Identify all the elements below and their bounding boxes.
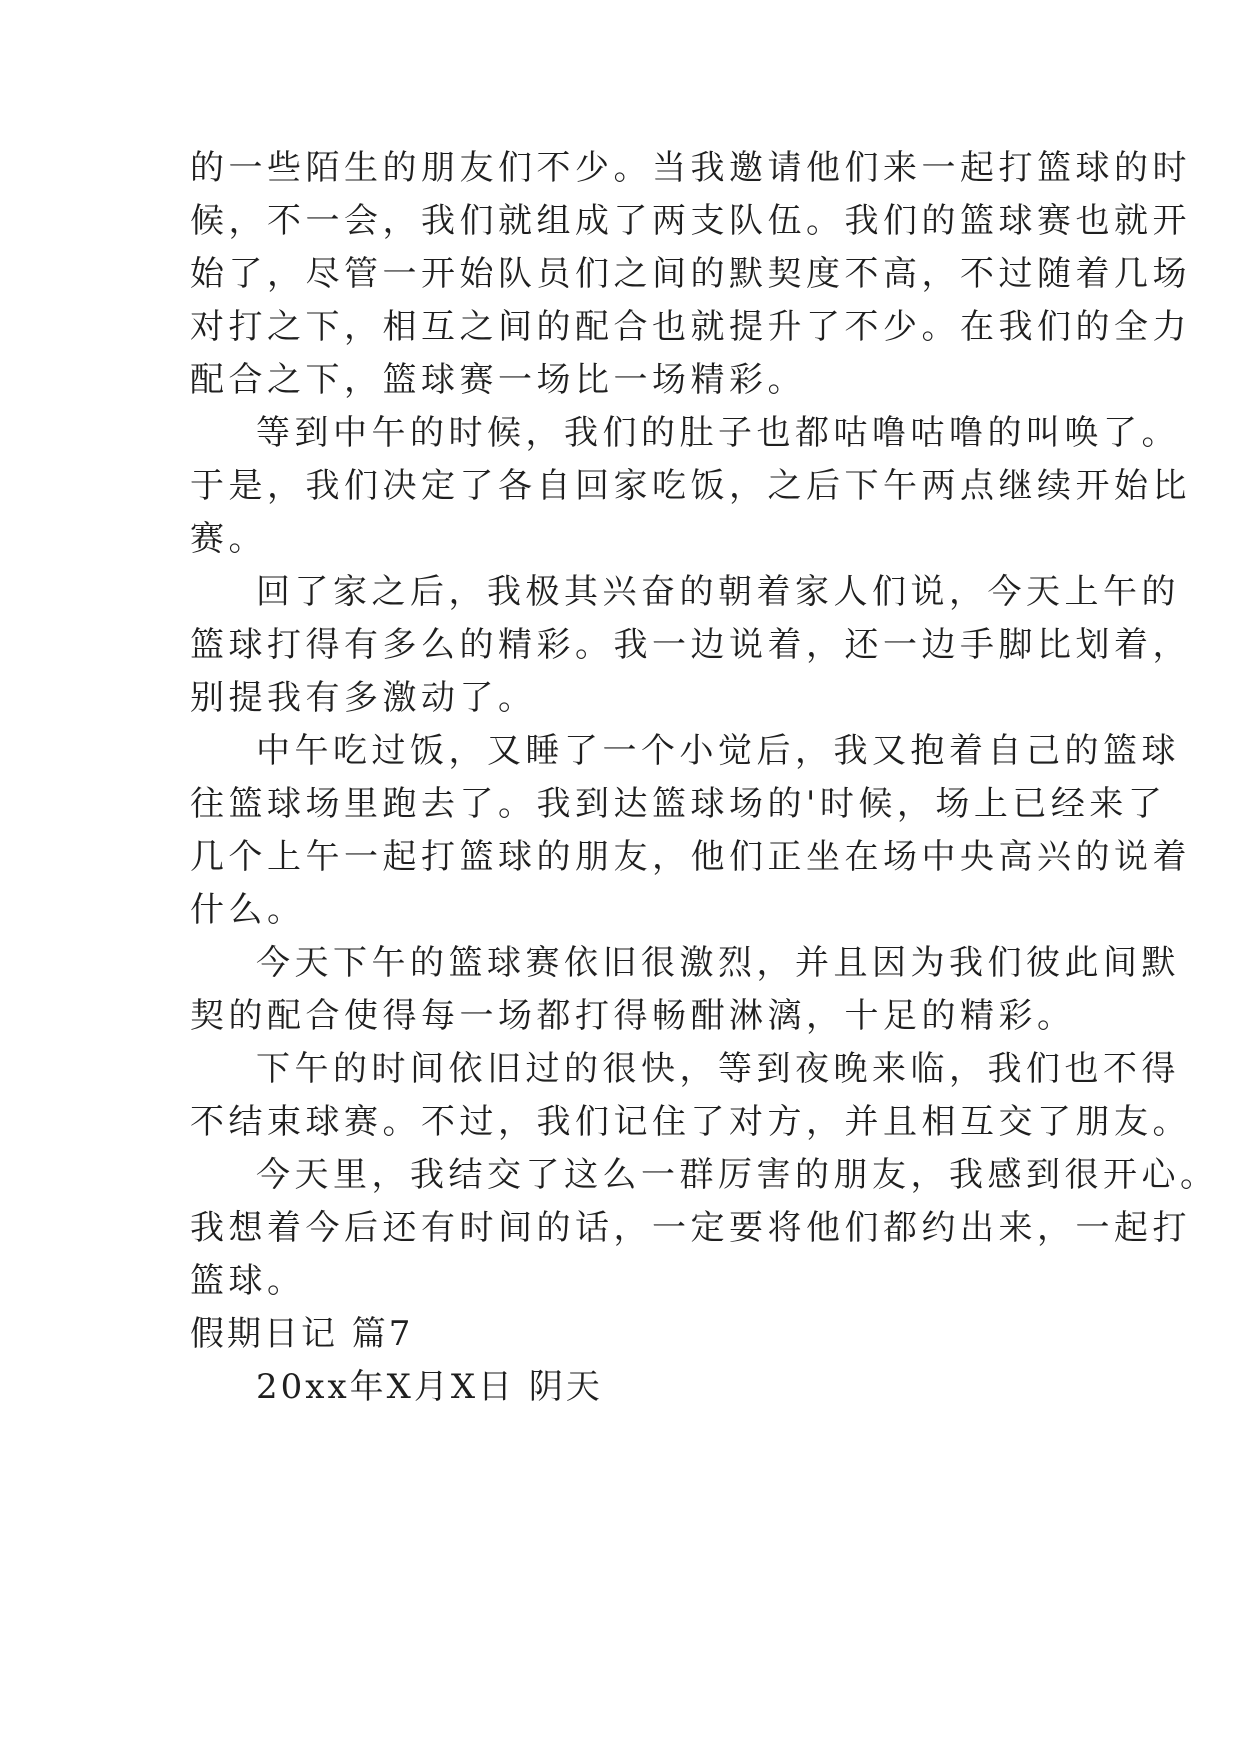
- body-text-line: 我想着今后还有时间的话，一定要将他们都约出来，一起打: [190, 1208, 1191, 1248]
- body-text-line: 赛。: [190, 519, 267, 559]
- body-text-line: 几个上午一起打篮球的朋友，他们正坐在场中央高兴的说着: [190, 837, 1191, 877]
- paragraph-first-line: 今天下午的篮球赛依旧很激烈，并且因为我们彼此间默: [256, 943, 1180, 983]
- section-heading: 假期日记 篇7: [190, 1314, 414, 1354]
- paragraph-first-line: 回了家之后，我极其兴奋的朝着家人们说，今天上午的: [256, 572, 1180, 612]
- paragraph-first-line: 中午吃过饭，又睡了一个小觉后，我又抱着自己的篮球: [256, 731, 1180, 771]
- body-text-line: 的一些陌生的朋友们不少。当我邀请他们来一起打篮球的时: [190, 148, 1191, 188]
- body-text-line: 不结束球赛。不过，我们记住了对方，并且相互交了朋友。: [190, 1102, 1191, 1142]
- paragraph-first-line: 下午的时间依旧过的很快，等到夜晚来临，我们也不得: [256, 1049, 1180, 1089]
- body-text-line: 对打之下，相互之间的配合也就提升了不少。在我们的全力: [190, 307, 1191, 347]
- body-text-line: 往篮球场里跑去了。我到达篮球场的'时候，场上已经来了: [190, 784, 1167, 824]
- body-text-line: 什么。: [190, 890, 306, 930]
- body-text-line: 篮球。: [190, 1261, 306, 1301]
- date-line: 20xx年X月X日 阴天: [256, 1367, 603, 1407]
- body-text-line: 于是，我们决定了各自回家吃饭，之后下午两点继续开始比: [190, 466, 1191, 506]
- body-text-line: 契的配合使得每一场都打得畅酣淋漓，十足的精彩。: [190, 996, 1076, 1036]
- body-text-line: 篮球打得有多么的精彩。我一边说着，还一边手脚比划着，: [190, 625, 1191, 665]
- paragraph-first-line: 等到中午的时候，我们的肚子也都咕噜咕噜的叫唤了。: [256, 413, 1180, 453]
- body-text-line: 别提我有多激动了。: [190, 678, 537, 718]
- body-text-line: 候，不一会，我们就组成了两支队伍。我们的篮球赛也就开: [190, 201, 1191, 241]
- paragraph-first-line: 今天里，我结交了这么一群厉害的朋友，我感到很开心。: [256, 1155, 1219, 1195]
- body-text-line: 配合之下，篮球赛一场比一场精彩。: [190, 360, 806, 400]
- body-text-line: 始了，尽管一开始队员们之间的默契度不高，不过随着几场: [190, 254, 1191, 294]
